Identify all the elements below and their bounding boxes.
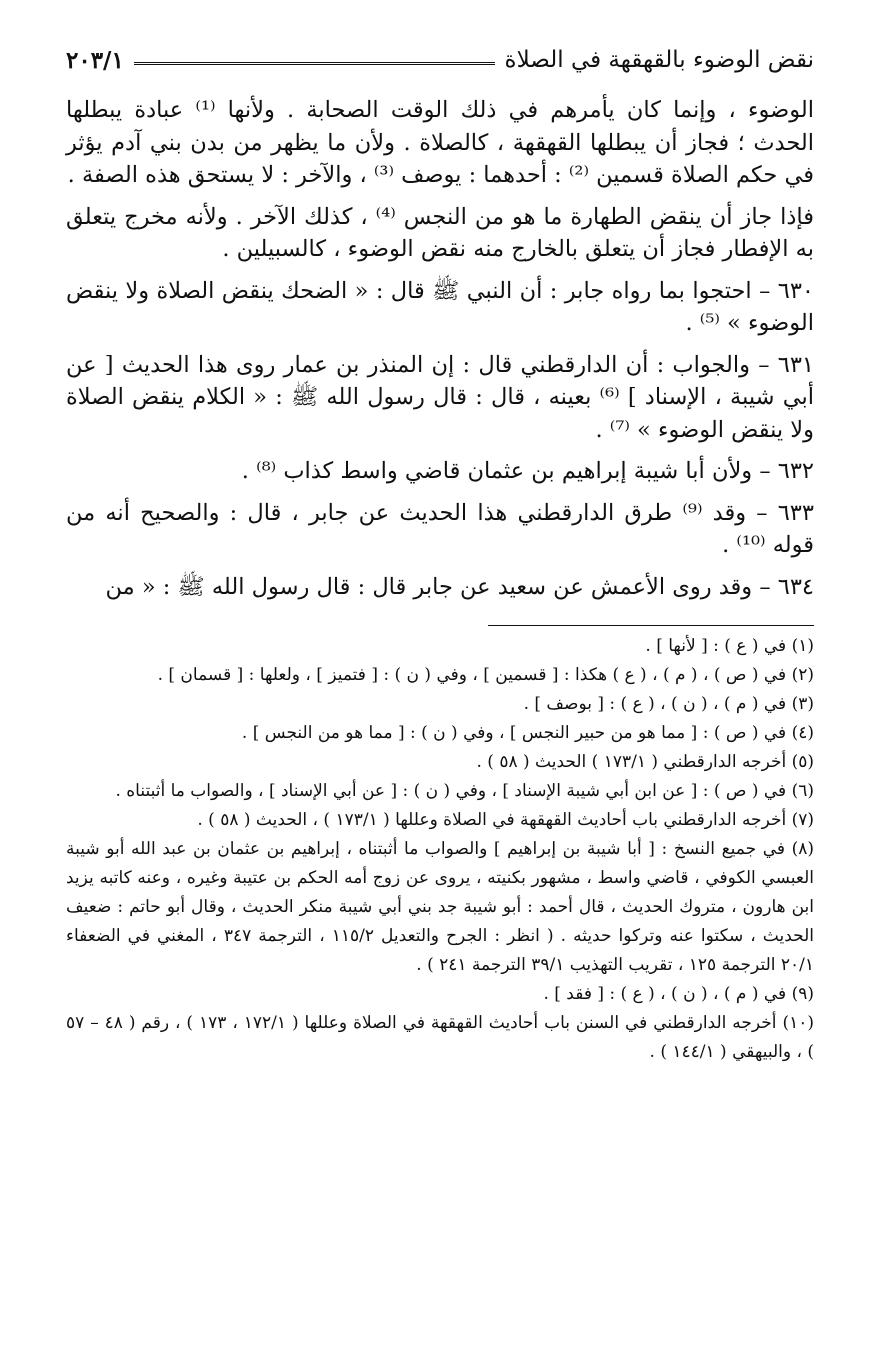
footnote: (٥) أخرجه الدارقطني ( ١٧٣/١ ) الحديث ( ٥٨ ) . [476, 752, 814, 772]
footnote: (٩) في ( م ) ، ( ن ) ، ( ع ) : [ فقد ] . [543, 984, 814, 1004]
paragraph-631: ٦٣١ – والجواب : أن الدارقطني قال : إن المنذر بن عمار روى هذا الحديث [ عن أبي شيبة ، الإسناد ] ⁽⁶⁾ بعينه ، قال : قال رسول الله ﷺ : « الكلام ينقض الصلاة ولا ينقض الوضوء » ⁽⁷⁾ . [66, 351, 814, 443]
paragraph-633: ٦٣٣ – وقد ⁽⁹⁾ طرق الدارقطني هذا الحديث عن جابر ، قال : والصحيح أنه من قوله ⁽¹⁰⁾ . [66, 499, 814, 558]
page-header [66, 40, 814, 80]
paragraph-634: ٦٣٤ – وقد روى الأعمش عن سعيد عن جابر قال : قال رسول الله ﷺ : « من [105, 573, 814, 600]
document-page [66, 40, 814, 1067]
paragraph-632: ٦٣٢ – ولأن أبا شيبة إبراهيم بن عثمان قاضي واسط كذاب ⁽⁸⁾ . [241, 458, 814, 484]
paragraph: الوضوء ، وإنما كان يأمرهم في ذلك الوقت الصحابة . ولأنها ⁽¹⁾ عبادة يبطلها الحدث ؛ فجاز أن يبطلها القهقهة ، كالصلاة . ولأن ما يظهر من بدن بني آدم يؤثر في حكم الصلاة قسمين ⁽²⁾ : أحدهما : يوصف ⁽³⁾ ، والآخر : لا يستحق هذه الصفة . [66, 97, 814, 188]
footnote: (٢) في ( ص ) ، ( م ) ، ( ع ) هكذا : [ قسمين ] ، وفي ( ن ) : [ فتميز ] ، ولعلها : [ قسمان ] . [157, 665, 814, 685]
running-title: نقض الوضوء بالقهقهة في الصلاة [504, 47, 814, 73]
footnote: (٧) أخرجه الدارقطني باب أحاديث القهقهة في الصلاة وعللها ( ١٧٣/١ ) ، الحديث ( ٥٨ ) . [197, 810, 814, 830]
footnote: (٤) في ( ص ) : [ مما هو من حبير النجس ] ، وفي ( ن ) : [ مما هو من النجس ] . [241, 723, 814, 743]
paragraph-630: ٦٣٠ – احتجوا بما رواه جابر : أن النبي ﷺ قال : « الضحك ينقض الصلاة ولا ينقض الوضوء » ⁽⁵⁾ . [66, 277, 814, 336]
footnote: (١) في ( ع ) : [ لأنها ] . [645, 636, 814, 656]
footnote: (١٠) أخرجه الدارقطني في السنن باب أحاديث القهقهة في الصلاة وعللها ( ١٧٢/١ ، ١٧٣ ) ، رقم ( ٤٨ – ٥٧ ) ، والبيهقي ( ١٤٤/١ ) . [66, 1013, 815, 1062]
header-rule [134, 62, 495, 67]
footnote: (٨) في جميع النسخ : [ أبا شيبة بن إبراهيم ] والصواب ما أثبتناه ، إبراهيم بن عثمان بن عبد الله أبو شيبة العبسي الكوفي ، قاضي واسط ، مشهور بكنيته ، يروى عن زوج أمه الحكم بن عتيبة وغيره ، وعنه كاتبه يزيد ابن هارون ، متروك الحديث ، قال أحمد : أبو شيبة جد بني أبي شيبة منكر الحديث ، وقال أبو حاتم : ضعيف الحديث ، سكتوا عنه وتركوا حديثه . ( انظر : الجرح والتعديل ١١٥/٢ ، الترجمة ٣٤٧ ، المغني في الضعفاء ٢٠/١ الترجمة ١٢٥ ، تقريب التهذيب ٣٩/١ الترجمة ٢٤١ ) . [66, 839, 815, 975]
footnotes [66, 632, 814, 1067]
main-text [66, 94, 814, 603]
footnote-separator [488, 625, 814, 626]
footnote: (٣) في ( م ) ، ( ن ) ، ( ع ) : [ بوصف ] . [523, 694, 814, 714]
paragraph: فإذا جاز أن ينقض الطهارة ما هو من النجس ⁽⁴⁾ ، كذلك الآخر . ولأنه مخرج يتعلق به الإفطار فجاز أن يتعلق بالخارج منه نقض الوضوء ، كالسبيلين . [66, 203, 814, 262]
footnote: (٦) في ( ص ) : [ عن ابن أبي شيبة الإسناد ] ، وفي ( ن ) : [ عن أبي الإسناد ] ، والصواب ما أثبتناه . [115, 781, 814, 801]
page-number: ٢٠٣/١ [66, 46, 124, 74]
